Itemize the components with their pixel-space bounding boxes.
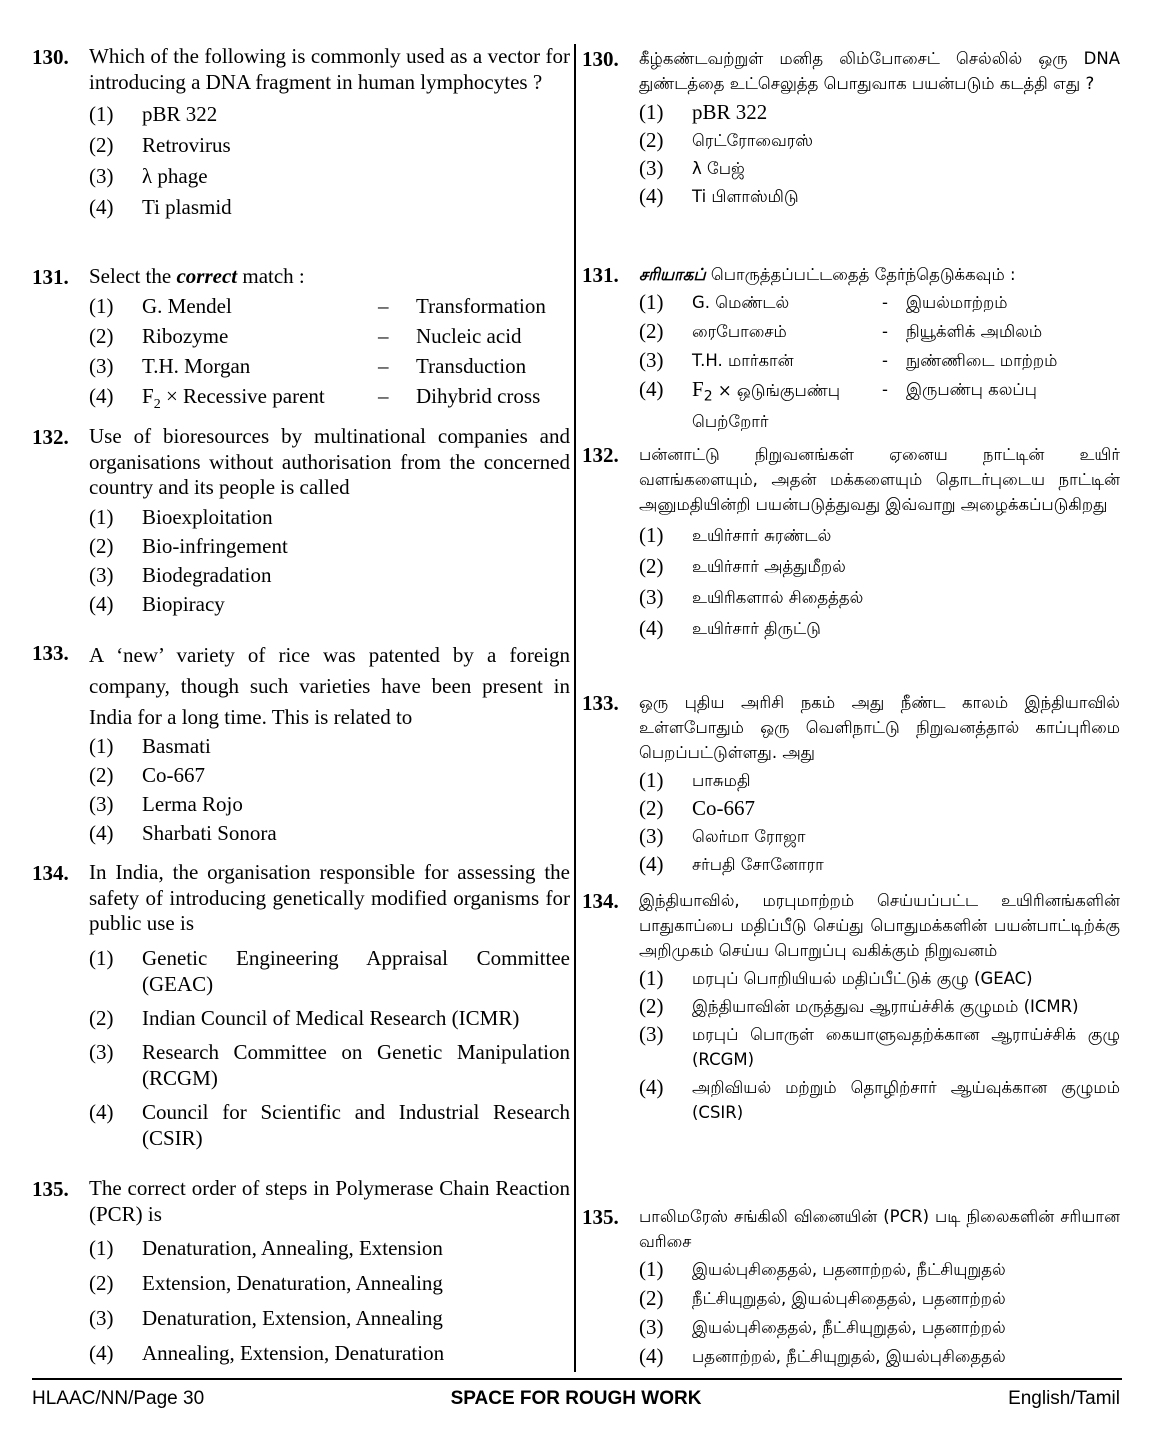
- match-option: (2) Ribozyme – Nucleic acid: [89, 323, 522, 348]
- question-number: 133.: [582, 691, 619, 715]
- question-number: 134.: [582, 889, 619, 913]
- question-130-tamil: [582, 46, 1120, 209]
- option: (3) Lerma Rojo: [89, 792, 243, 816]
- option: (1) உயிர்சார் சுரண்டல்: [639, 523, 832, 547]
- question-131: [32, 264, 570, 418]
- question-number: 132.: [32, 425, 69, 449]
- question-number: 130.: [582, 47, 619, 71]
- option: (2) Co-667: [639, 796, 755, 820]
- question-130: [32, 44, 570, 220]
- question-132-tamil: [582, 442, 1120, 641]
- option: (3) லெர்மா ரோஜா: [639, 824, 806, 848]
- option: (1) Genetic Engineering Appraisal Committee (GEAC): [89, 945, 570, 996]
- option: (1) மரபுப் பொறியியல் மதிப்பீட்டுக் குழு (GEAC): [639, 966, 1033, 990]
- match-option: (4) $F_2$ × Recessive parent – Dihybrid cross: [89, 383, 541, 412]
- question-number: 132.: [582, 443, 619, 467]
- question-text: Select the correct match :: [89, 264, 305, 288]
- match-option: (3) T.H. மார்கான் - நுண்ணிடை மாற்றம்: [639, 348, 1058, 372]
- match-option: (1) G. Mendel – Transformation: [89, 293, 546, 318]
- option: (3) உயிரிகளால் சிதைத்தல்: [639, 585, 864, 609]
- question-text: கீழ்கண்டவற்றுள் மனித லிம்போசைட் செல்லில் ஒரு DNA துண்டத்தை உட்செலுத்த பொதுவாக பயன்படும் கடத்தி எது ?: [639, 49, 1120, 93]
- match-option: (4) $F_2$ × ஒடுங்குபண்பு பெற்றோர் - இருபண்பு கலப்பு: [639, 377, 1037, 432]
- option: (2) நீட்சியுறுதல், இயல்புசிதைதல், பதனாற்றல்: [639, 1286, 1006, 1310]
- question-number: 135.: [32, 1177, 69, 1201]
- option: (2) இந்தியாவின் மருத்துவ ஆராய்ச்சிக் குழுமம் (ICMR): [639, 994, 1079, 1018]
- option: (1) இயல்புசிதைதல், பதனாற்றல், நீட்சியுறுதல்: [639, 1257, 1006, 1281]
- option: (2) Retrovirus: [89, 133, 231, 157]
- option: (1) Bioexploitation: [89, 504, 273, 529]
- question-number: 134.: [32, 861, 69, 885]
- question-number: 135.: [582, 1205, 619, 1229]
- question-131-tamil: [582, 262, 1120, 434]
- question-135-tamil: [582, 1204, 1120, 1369]
- question-text: A ‘new’ variety of rice was patented by a foreign company, though such varieties have been present in India for a long time. This is related to: [89, 643, 570, 729]
- match-option: (3) T.H. Morgan – Transduction: [89, 353, 527, 378]
- question-133: [32, 640, 570, 846]
- option: (3) λ phage: [89, 164, 208, 188]
- question-text: பன்னாட்டு நிறுவனங்கள் ஏனைய நாட்டின் உயிர் வளங்களையும், அதன் மக்களையும் தொடர்புடைய நாட்டின் அனுமதியின்றி பயன்படுத்துவது இவ்வாறு அழைக்கப்படுகிறது: [639, 445, 1120, 514]
- option: (2) உயிர்சார் அத்துமீறல்: [639, 554, 846, 578]
- option: (4) பதனாற்றல், நீட்சியுறுதல், இயல்புசிதைதல்: [639, 1344, 1006, 1368]
- option: (1) pBR 322: [639, 100, 768, 124]
- language-label: English/Tamil: [1008, 1388, 1120, 1409]
- option: (4) Sharbati Sonora: [89, 821, 277, 845]
- option: (4) அறிவியல் மற்றும் தொழிற்சார் ஆய்வுக்கான குழுமம் (CSIR): [639, 1075, 1120, 1122]
- option: (1) pBR 322: [89, 102, 218, 126]
- option: (3) Denaturation, Extension, Annealing: [89, 1306, 443, 1330]
- question-number: 133.: [32, 641, 69, 665]
- question-133-tamil: [582, 690, 1120, 877]
- footer-rule: [32, 1378, 1122, 1380]
- match-option: (1) G. மெண்டல் - இயல்மாற்றம்: [639, 290, 1008, 314]
- option: (3) மரபுப் பொருள் கையாளுவதற்க்கான ஆராய்ச்சிக் குழு (RCGM): [639, 1022, 1120, 1069]
- option: (1) Denaturation, Annealing, Extension: [89, 1236, 443, 1260]
- rough-work-label: SPACE FOR ROUGH WORK: [450, 1388, 702, 1409]
- question-text: Which of the following is commonly used as a vector for introducing a DNA fragment in human lymphocytes ?: [89, 44, 570, 94]
- option: (4) Annealing, Extension, Denaturation: [89, 1341, 445, 1365]
- option: (4) Biopiracy: [89, 591, 225, 616]
- option: (3) λ பேஜ்: [639, 156, 745, 180]
- question-132: [32, 424, 570, 617]
- option: (4) சர்பதி சோனோரா: [639, 852, 824, 876]
- question-text: In India, the organisation responsible for assessing the safety of introducing genetically modified organisms for public use is: [89, 860, 570, 935]
- column-divider: [574, 44, 576, 1372]
- question-text: பாலிமரேஸ் சங்கிலி வினையின் (PCR) படி நிலைகளின் சரியான வரிசை: [639, 1207, 1120, 1251]
- option: (3) இயல்புசிதைதல், நீட்சியுறுதல், பதனாற்றல்: [639, 1315, 1006, 1339]
- question-number: 131.: [32, 265, 69, 289]
- option: (1) பாசுமதி: [639, 768, 751, 792]
- option: (4) Council for Scientific and Industrial Research (CSIR): [89, 1099, 570, 1150]
- option: (2) Extension, Denaturation, Annealing: [89, 1271, 443, 1295]
- question-text: இந்தியாவில், மரபுமாற்றம் செய்யப்பட்ட உயிரினங்களின் பாதுகாப்பை மதிப்பீடு செய்து பொதுமக்களின் பயன்பாட்டிற்க்கு அறிமுகம் செய்ய பொறுப்பு வகிக்கும் நிறுவனம்: [639, 891, 1120, 960]
- question-135: [32, 1176, 570, 1366]
- option: (2) Co-667: [89, 763, 205, 787]
- option: (2) Bio-infringement: [89, 533, 288, 558]
- question-text: ஒரு புதிய அரிசி நகம் அது நீண்ட காலம் இந்தியாவில் உள்ளபோதும் ஒரு வெளிநாட்டு நிறுவனத்தால் காப்புரிமை பெறப்பட்டுள்ளது. அது: [639, 693, 1120, 762]
- option: (2) ரெட்ரோவைரஸ்: [639, 128, 814, 152]
- question-text: சரியாகப் பொருத்தப்பட்டதைத் தேர்ந்தெடுக்கவும் :: [639, 265, 1016, 284]
- question-number: 130.: [32, 45, 69, 69]
- option: (2) Indian Council of Medical Research (ICMR): [89, 1005, 520, 1030]
- option: (3) Research Committee on Genetic Manipulation (RCGM): [89, 1039, 570, 1090]
- question-134-tamil: [582, 888, 1120, 1125]
- option: (1) Basmati: [89, 734, 211, 758]
- question-text: Use of bioresources by multinational companies and organisations without authorisation from the concerned country and its people is called: [89, 424, 570, 499]
- question-number: 131.: [582, 263, 619, 287]
- option: (3) Biodegradation: [89, 562, 272, 587]
- page-code: HLAAC/NN/Page 30: [32, 1388, 205, 1409]
- option: (4) உயிர்சார் திருட்டு: [639, 616, 821, 640]
- match-option: (2) ரைபோசைம் - நியூக்ளிக் அமிலம்: [639, 319, 1043, 343]
- question-text: The correct order of steps in Polymerase Chain Reaction (PCR) is: [89, 1176, 570, 1226]
- option: (4) Ti plasmid: [89, 195, 232, 219]
- option: (4) Ti பிளாஸ்மிடு: [639, 184, 799, 208]
- question-134: [32, 860, 570, 1151]
